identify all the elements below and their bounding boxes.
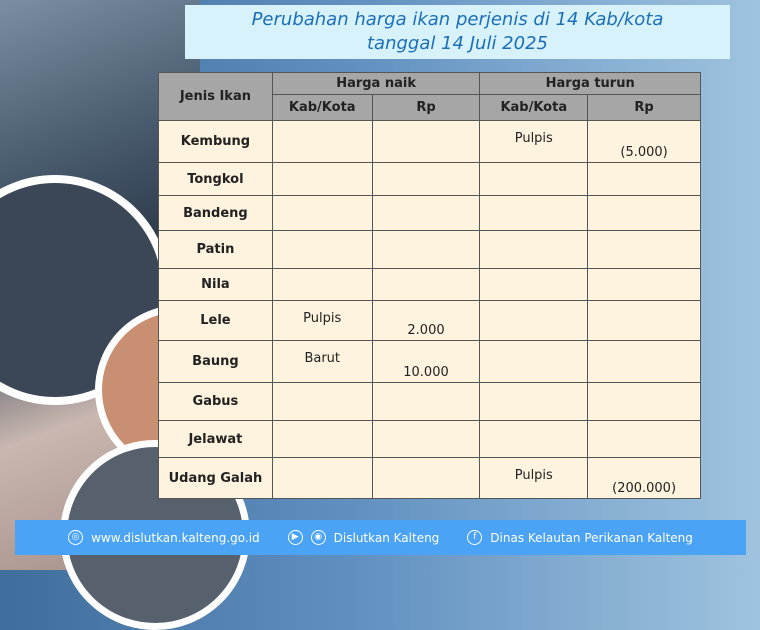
fish-name: Baung [159,341,273,383]
fish-name: Tongkol [159,163,273,196]
table-row [159,301,701,341]
turun-kab: Pulpis [480,458,588,499]
naik-kab [272,383,372,421]
turun-rp [588,269,701,301]
naik-kab [272,196,372,231]
title-line-2: tanggal 14 Juli 2025 [367,33,548,54]
naik-rp [372,163,480,196]
header-naik-kab: Kab/Kota [272,95,372,121]
fish-name: Jelawat [159,421,273,458]
turun-rp [588,383,701,421]
header-naik-rp: Rp [372,95,480,121]
table-row [159,421,701,458]
turun-rp [588,163,701,196]
header-turun-rp: Rp [588,95,701,121]
facebook-page: Dinas Kelautan Perikanan Kalteng [490,530,693,545]
naik-rp: 2.000 [372,301,480,341]
turun-kab [480,163,588,196]
footer-bar [15,520,746,555]
header-harga-naik: Harga naik [272,73,480,95]
facebook-icon: f [467,530,482,545]
turun-rp [588,196,701,231]
table-row [159,121,701,163]
turun-rp [588,231,701,269]
naik-rp [372,458,480,499]
turun-kab [480,269,588,301]
price-table [158,72,701,499]
naik-kab: Pulpis [272,301,372,341]
naik-rp [372,196,480,231]
table-row [159,458,701,499]
instagram-icon: ◉ [311,530,326,545]
fish-name: Udang Galah [159,458,273,499]
youtube-icon: ▶ [288,530,303,545]
website-link[interactable]: www.dislutkan.kalteng.go.id [91,530,260,545]
turun-rp: (5.000) [588,121,701,163]
fish-name: Kembung [159,121,273,163]
naik-kab [272,269,372,301]
table-row [159,383,701,421]
naik-kab: Barut [272,341,372,383]
turun-kab [480,341,588,383]
naik-rp: 10.000 [372,341,480,383]
header-jenis: Jenis Ikan [159,73,273,121]
header-turun-kab: Kab/Kota [480,95,588,121]
fish-name: Nila [159,269,273,301]
turun-kab [480,301,588,341]
turun-rp: (200.000) [588,458,701,499]
turun-kab [480,196,588,231]
naik-rp [372,421,480,458]
turun-rp [588,341,701,383]
table-row [159,269,701,301]
naik-kab [272,163,372,196]
naik-rp [372,121,480,163]
turun-kab [480,231,588,269]
fish-name: Bandeng [159,196,273,231]
turun-kab: Pulpis [480,121,588,163]
page-title [185,5,730,59]
table-row [159,163,701,196]
naik-kab [272,421,372,458]
turun-rp [588,301,701,341]
social-handle: Dislutkan Kalteng [333,530,440,545]
turun-rp [588,421,701,458]
table-row [159,231,701,269]
naik-kab [272,231,372,269]
table-row [159,196,701,231]
turun-kab [480,383,588,421]
header-harga-turun: Harga turun [480,73,701,95]
globe-icon: ◎ [68,530,83,545]
fish-name: Gabus [159,383,273,421]
naik-rp [372,269,480,301]
naik-kab [272,121,372,163]
fish-name: Lele [159,301,273,341]
turun-kab [480,421,588,458]
naik-kab [272,458,372,499]
naik-rp [372,383,480,421]
title-line-1: Perubahan harga ikan perjenis di 14 Kab/kota [251,9,664,30]
naik-rp [372,231,480,269]
fish-name: Patin [159,231,273,269]
table-row [159,341,701,383]
